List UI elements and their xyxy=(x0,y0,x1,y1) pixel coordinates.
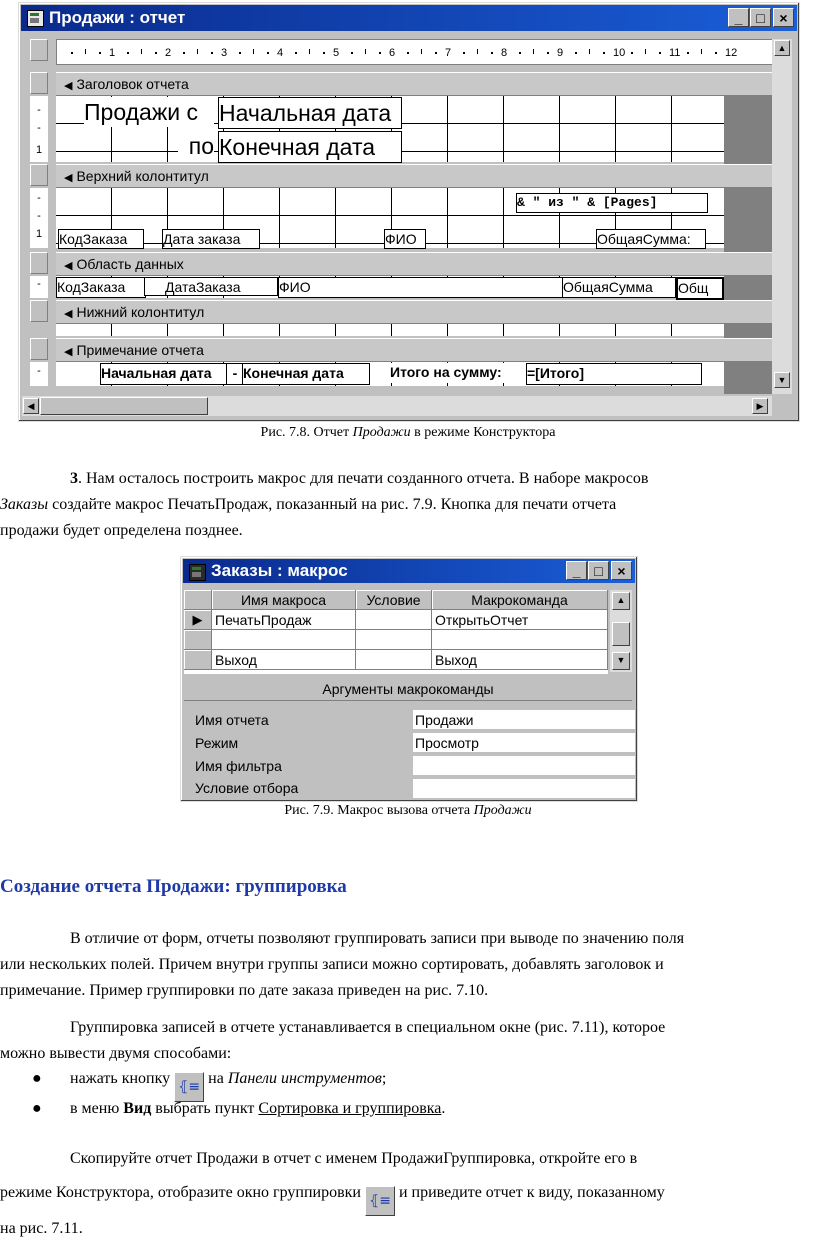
macro-window-titlebar[interactable] xyxy=(183,559,635,583)
macro-close-button[interactable]: × xyxy=(611,561,632,580)
macro-scroll-down-button[interactable]: ▼ xyxy=(612,652,630,670)
macro-window-icon xyxy=(189,564,206,581)
ruler-half-mark xyxy=(309,49,310,54)
order-id-field[interactable]: КодЗаказа xyxy=(56,277,146,298)
ruler-dot xyxy=(239,52,241,54)
section-report-header[interactable] xyxy=(56,72,772,96)
condition-cell[interactable] xyxy=(356,610,432,630)
ruler-dot xyxy=(407,52,409,54)
section-detail[interactable] xyxy=(56,252,772,276)
section-selector[interactable] xyxy=(30,164,48,186)
footer-dash[interactable]: - xyxy=(226,363,244,385)
ruler-half-mark xyxy=(533,49,534,54)
section-selector[interactable] xyxy=(30,252,48,274)
paragraph-grouping-intro: В отличие от форм, отчеты позволяют группировать записи при выводе по значению поля или нескольких полей. Причем внутри группы записи можно сортировать, добавлять заголовок и примечание. Пример группировки по дате заказа приведен на рис. 7.10. xyxy=(0,930,685,999)
ruler-tick-label: 2 xyxy=(165,47,172,59)
section-label: Верхний колонтитул xyxy=(76,168,209,184)
total-header[interactable]: ОбщаяСумма: xyxy=(596,229,706,249)
ruler-dot xyxy=(99,52,101,54)
arg-label-report-name: Имя отчета xyxy=(195,712,269,728)
column-header-condition[interactable]: Условие xyxy=(356,590,432,610)
ruler-tick-label: 4 xyxy=(277,47,284,59)
section-label: Заголовок отчета xyxy=(76,76,189,92)
ruler-half-mark xyxy=(253,49,254,54)
row-selector-header xyxy=(184,590,212,610)
ruler-dot xyxy=(127,52,129,54)
ruler-half-mark xyxy=(421,49,422,54)
horizontal-ruler xyxy=(56,39,774,65)
ruler-dot xyxy=(183,52,185,54)
action-cell[interactable]: ОткрытьОтчет xyxy=(432,610,608,630)
ruler-corner[interactable] xyxy=(30,39,48,61)
ruler-half-mark xyxy=(85,49,86,54)
ruler-dot xyxy=(491,52,493,54)
condition-cell[interactable] xyxy=(356,630,432,650)
scroll-right-button[interactable]: ▶ xyxy=(752,398,768,414)
arg-mode-input[interactable]: Просмотр xyxy=(413,733,635,753)
ruler-half-mark xyxy=(141,49,142,54)
arg-label-mode: Режим xyxy=(195,735,239,751)
order-date-header[interactable]: Дата заказа xyxy=(162,229,260,249)
footer-end-date[interactable]: Конечная дата xyxy=(242,363,370,385)
ruler-half-mark xyxy=(645,49,646,54)
ruler-dot xyxy=(435,52,437,54)
page-number-expression[interactable]: & " из " & [Pages] xyxy=(516,193,708,213)
bullet-dot: ● xyxy=(32,1070,42,1087)
report-window-titlebar[interactable] xyxy=(21,5,797,31)
total-label[interactable]: ОбщаяСумма xyxy=(562,277,676,298)
ruler-dot xyxy=(547,52,549,54)
arg-where-condition-input[interactable] xyxy=(413,779,635,799)
arg-report-name-input[interactable]: Продажи xyxy=(413,710,635,730)
ruler-dot xyxy=(687,52,689,54)
close-button[interactable]: × xyxy=(773,8,794,27)
macro-name-cell[interactable] xyxy=(212,630,356,650)
ruler-tick-label: 7 xyxy=(445,47,452,59)
scroll-left-button[interactable]: ◀ xyxy=(23,398,39,414)
section-selector[interactable] xyxy=(30,300,48,322)
start-date-field[interactable]: Начальная дата xyxy=(218,97,402,129)
sorting-grouping-icon[interactable]: ⦃≡ xyxy=(174,1072,204,1102)
section-label: Область данных xyxy=(76,256,184,272)
macro-window-title: Заказы : макрос xyxy=(211,561,348,580)
scroll-down-button[interactable]: ▼ xyxy=(774,372,790,388)
ruler-tick-label: 1 xyxy=(109,47,116,59)
ruler-half-mark xyxy=(701,49,702,54)
fio-field[interactable]: ФИО xyxy=(278,277,564,298)
section-arrow-icon: ◀ xyxy=(64,172,73,184)
footer-total-label[interactable]: Итого на сумму: xyxy=(390,363,526,383)
order-id-header[interactable]: КодЗаказа xyxy=(58,229,144,249)
condition-cell[interactable] xyxy=(356,650,432,670)
vertical-ruler: - xyxy=(30,362,48,386)
ruler-tick-label: 9 xyxy=(557,47,564,59)
ruler-dot xyxy=(631,52,633,54)
macro-minimize-button[interactable]: _ xyxy=(566,561,587,580)
ruler-tick-label: 6 xyxy=(389,47,396,59)
section-page-footer[interactable] xyxy=(56,300,772,324)
section-selector[interactable] xyxy=(30,72,48,94)
ruler-dot xyxy=(211,52,213,54)
figure-caption-7-9: Рис. 7.9. Макрос вызова отчета Продажи xyxy=(284,803,532,818)
column-header-macro-name[interactable]: Имя макроса xyxy=(212,590,356,610)
size-grip[interactable] xyxy=(772,396,792,416)
action-cell[interactable]: Выход xyxy=(432,650,608,670)
report-window-title: Продажи : отчет xyxy=(49,8,186,27)
ruler-dot xyxy=(379,52,381,54)
section-arrow-icon: ◀ xyxy=(64,346,73,358)
ruler-dot xyxy=(659,52,661,54)
macro-scroll-thumb[interactable] xyxy=(612,622,630,646)
ruler-dot xyxy=(351,52,353,54)
section-arrow-icon: ◀ xyxy=(64,80,73,92)
footer-total-field[interactable]: =[Итого] xyxy=(526,363,702,385)
ruler-dot xyxy=(71,52,73,54)
fio-header[interactable]: ФИО xyxy=(384,229,426,249)
macro-grid[interactable] xyxy=(184,590,608,674)
arg-filter-name-input[interactable] xyxy=(413,756,635,776)
ruler-tick-label: 12 xyxy=(725,47,738,59)
paragraph-step-3: 3. Нам осталось построить макрос для печати созданного отчета. В наборе макросов Заказы создайте макрос ПечатьПродаж, показанный на рис. 7.9. Кнопка для печати отчета продажи будет определена позднее. xyxy=(0,470,649,539)
action-cell[interactable] xyxy=(432,630,608,650)
column-header-action[interactable]: Макрокоманда xyxy=(432,590,608,610)
row-selector[interactable] xyxy=(184,630,212,650)
minimize-button[interactable]: _ xyxy=(728,8,749,27)
footer-start-date[interactable]: Начальная дата xyxy=(100,363,228,385)
ruler-dot xyxy=(267,52,269,54)
ruler-half-mark xyxy=(365,49,366,54)
ruler-dot xyxy=(715,52,717,54)
section-report-footer[interactable] xyxy=(56,338,772,362)
macro-name-cell[interactable]: ПечатьПродаж xyxy=(212,610,356,630)
ruler-tick-label: 10 xyxy=(613,47,626,59)
ruler-half-mark xyxy=(589,49,590,54)
ruler-dot xyxy=(575,52,577,54)
ruler-tick-label: 5 xyxy=(333,47,340,59)
bullet-dot: ● xyxy=(32,1100,42,1117)
ruler-dot xyxy=(323,52,325,54)
maximize-button[interactable]: □ xyxy=(750,8,771,27)
vertical-ruler: - - 1 xyxy=(30,96,48,162)
section-arrow-icon: ◀ xyxy=(64,308,73,320)
macro-maximize-button[interactable]: □ xyxy=(588,561,609,580)
horizontal-scroll-thumb[interactable] xyxy=(40,397,208,415)
report-window-icon xyxy=(27,10,44,27)
section-page-header[interactable] xyxy=(56,164,772,188)
section-heading: Создание отчета Продажи: группировка xyxy=(0,876,347,897)
scroll-up-button[interactable]: ▲ xyxy=(774,40,790,56)
row-selector[interactable] xyxy=(184,650,212,670)
ruler-dot xyxy=(603,52,605,54)
ruler-tick-label: 8 xyxy=(501,47,508,59)
macro-name-cell[interactable]: Выход xyxy=(212,650,356,670)
paragraph-copy-report: Скопируйте отчет Продажи в отчет с именем ПродажиГруппировка, откройте его в режиме Конструктора, отобразите окно группировки ⦃≡ и приведите отчет к виду, показанному на рис. 7.11. xyxy=(0,1150,665,1237)
vertical-ruler: - - 1 xyxy=(30,188,48,248)
ruler-half-mark xyxy=(477,49,478,54)
current-row-indicator-icon[interactable]: ▶ xyxy=(184,610,212,630)
ruler-half-mark xyxy=(197,49,198,54)
ruler-tick-label: 3 xyxy=(221,47,228,59)
section-label: Примечание отчета xyxy=(76,342,204,358)
figure-caption-7-8: Рис. 7.8. Отчет Продажи в режиме Конструктора xyxy=(260,425,556,440)
page-footer-area[interactable] xyxy=(56,324,724,336)
vertical-ruler: - xyxy=(30,276,48,298)
total-field-selected[interactable]: Общ xyxy=(676,277,724,300)
section-selector[interactable] xyxy=(30,338,48,360)
ruler-dot xyxy=(295,52,297,54)
vertical-scrollbar[interactable] xyxy=(772,39,792,394)
order-date-field[interactable]: ДатаЗаказа xyxy=(144,277,278,296)
paragraph-grouping-methods: Группировка записей в отчете устанавливается в специальном окне (рис. 7.11), которое можно вывести двумя способами: xyxy=(0,1019,666,1062)
macro-scroll-up-button[interactable]: ▲ xyxy=(612,592,630,610)
ruler-tick-label: 11 xyxy=(669,47,681,59)
ruler-dot xyxy=(519,52,521,54)
arg-label-filter-name: Имя фильтра xyxy=(195,758,282,774)
ruler-dot xyxy=(155,52,157,54)
section-arrow-icon: ◀ xyxy=(64,260,73,272)
arg-label-where-condition: Условие отбора xyxy=(195,780,299,796)
end-date-field[interactable]: Конечная дата xyxy=(218,131,402,163)
section-label: Нижний колонтитул xyxy=(76,304,205,320)
title-label[interactable]: Продажи с xyxy=(84,97,214,127)
sorting-grouping-icon[interactable]: ⦃≡ xyxy=(365,1186,395,1216)
to-label[interactable]: по xyxy=(178,131,214,161)
ruler-dot xyxy=(463,52,465,54)
macro-arguments-header: Аргументы макрокоманды xyxy=(184,678,632,701)
